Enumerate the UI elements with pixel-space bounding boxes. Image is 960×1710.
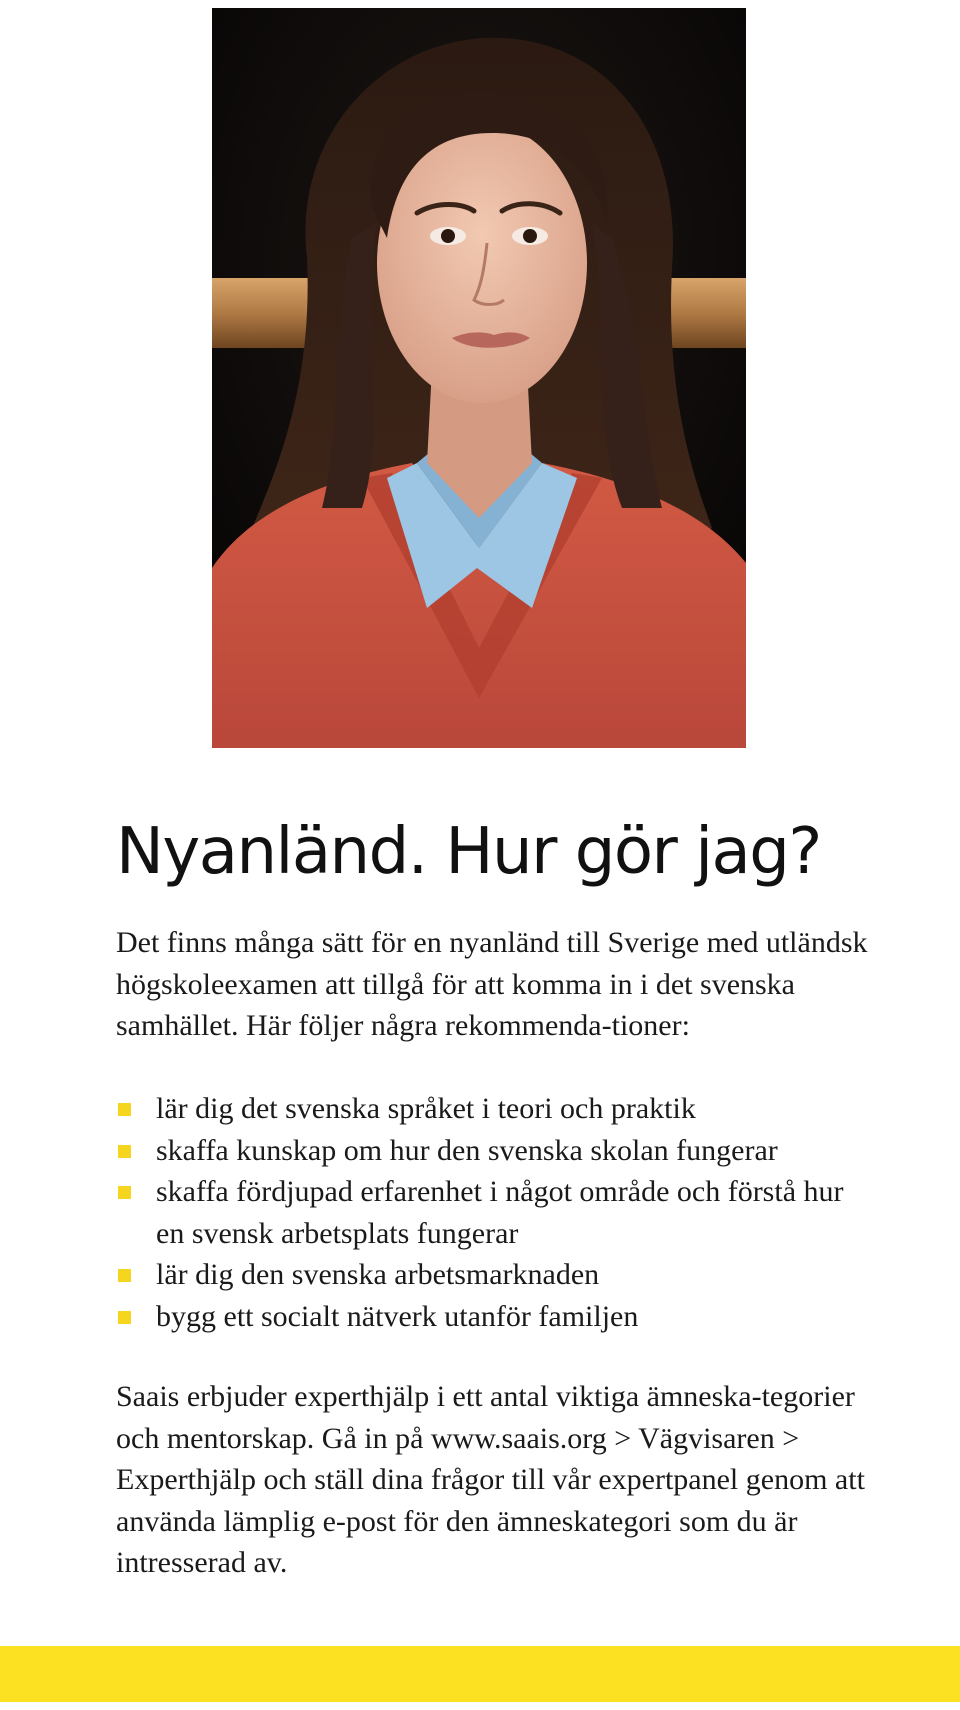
list-item-text: bygg ett socialt nätverk utanför familjen bbox=[156, 1299, 639, 1333]
list-item-text: skaffa fördjupad erfarenhet i något område och förstå hur en svensk arbetsplats fungerar bbox=[156, 1175, 844, 1250]
bullet-square-icon bbox=[118, 1311, 131, 1324]
outro-paragraph: Saais erbjuder experthjälp i ett antal viktiga ämneska-tegorier och mentorskap. Gå in på www.saais.org > Vägvisaren > Experthjälp och ställ dina frågor till vår expertpanel genom att använda lämplig e-post för den ämneskategori som du är intresserad av. bbox=[116, 1380, 865, 1579]
list-item bbox=[116, 1130, 876, 1172]
list-item-text: lär dig det svenska språket i teori och praktik bbox=[156, 1092, 696, 1125]
bullet-square-icon bbox=[118, 1145, 131, 1158]
bullet-square-icon bbox=[118, 1103, 131, 1116]
list-item bbox=[116, 1171, 876, 1254]
list-item-text: skaffa kunskap om hur den svenska skolan fungerar bbox=[156, 1133, 778, 1167]
list-item bbox=[116, 1254, 876, 1296]
page-title: Nyanländ. Hur gör jag? bbox=[116, 815, 821, 889]
bullet-square-icon bbox=[118, 1186, 131, 1199]
portrait-photo bbox=[212, 8, 746, 748]
footer-yellow-band bbox=[0, 1646, 960, 1702]
list-item bbox=[116, 1088, 876, 1130]
recommendations-list bbox=[116, 1088, 876, 1337]
intro-paragraph: Det finns många sätt för en nyanländ till Sverige med utländsk högskoleexamen att tillgå för att komma in i det svenska samhället. Här följer några rekommenda-tioner: bbox=[116, 926, 868, 1042]
bullet-square-icon bbox=[118, 1269, 131, 1282]
list-item-text: lär dig den svenska arbetsmarknaden bbox=[156, 1258, 600, 1291]
list-item bbox=[116, 1296, 876, 1338]
